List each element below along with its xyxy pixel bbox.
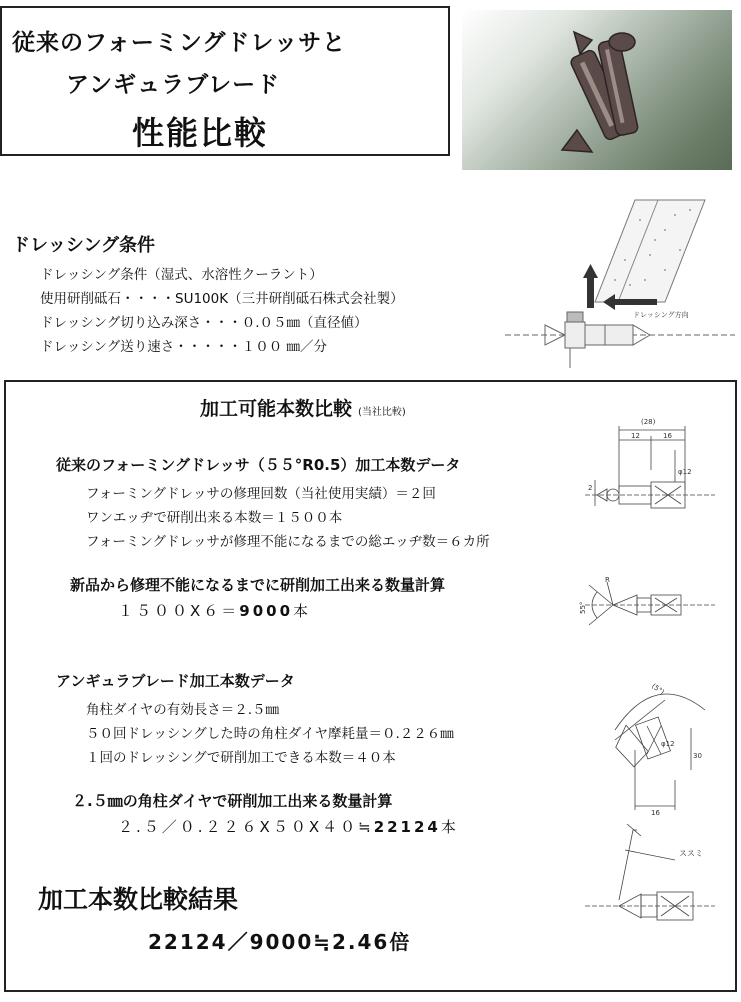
forming-calc-heading: 新品から修理不能になるまでに研削加工出来る数量計算 <box>70 576 446 594</box>
angular-calc-result: 22124 <box>373 818 441 836</box>
forming-calc-unit: 本 <box>293 602 312 620</box>
condition-line-3: ドレッシング切り込み深さ・・・０.０５㎜（直径値） <box>40 315 368 331</box>
dim-a-label: 12 <box>631 432 640 440</box>
forming-dresser-drawing <box>585 426 715 508</box>
dressing-direction-label: ドレッシング方向 <box>633 311 689 319</box>
radius-label: R <box>605 576 610 584</box>
angle-label: 55° <box>579 601 587 614</box>
forming-line-2: ワンエッヂで研削出来る本数＝１５００本 <box>86 510 343 526</box>
small-dim-label: 2 <box>588 484 593 492</box>
len-label: 30 <box>693 752 702 760</box>
angular-line-3: １回のドレッシングで研削加工できる本数＝４０本 <box>86 750 396 766</box>
angular-calc-unit: 本 <box>440 818 459 836</box>
result-value: 22124／9000≒2.46倍 <box>148 930 412 954</box>
product-photo <box>462 10 732 170</box>
dresser-tools-image <box>462 10 732 170</box>
conditions-heading: ドレッシング条件 <box>12 235 156 256</box>
dressing-direction-diagram <box>505 190 735 370</box>
angular-heading: アンギュラブレード加工本数データ <box>56 672 295 690</box>
condition-line-4: ドレッシング送り速さ・・・・・１００ ㎜／分 <box>40 339 328 355</box>
title-line-1: 従来のフォーミングドレッサと <box>12 30 347 56</box>
title-line-2: アンギュラブレード <box>66 72 281 98</box>
comparison-title <box>200 394 406 421</box>
feed-label: ススミ <box>679 849 703 858</box>
forming-line-1: フォーミングドレッサの修理回数（当社使用実績）＝２回 <box>86 486 436 502</box>
title-line-3: 性能比較 <box>132 114 269 152</box>
dim-c-label: 16 <box>651 809 660 817</box>
technical-drawings <box>575 410 730 950</box>
angular-line-2: ５０回ドレッシングした時の角柱ダイヤ摩耗量＝０.２２６㎜ <box>86 726 454 742</box>
forming-calc <box>118 600 311 621</box>
forming-heading: 従来のフォーミングドレッサ（５５°R0.5）加工本数データ <box>56 456 461 474</box>
angular-calc-heading: ２.５㎜の角柱ダイヤで研削加工出来る数量計算 <box>72 792 393 810</box>
dim-total-label: (28) <box>641 418 656 426</box>
dresser-tool-sketch <box>505 312 735 368</box>
result-heading: 加工本数比較結果 <box>38 885 239 914</box>
forming-line-3: フォーミングドレッサが修理不能になるまでの総エッヂ数＝６カ所 <box>86 534 490 550</box>
feed-drawing <box>585 824 715 920</box>
forming-calc-result: 9000 <box>239 602 294 620</box>
dim-b-label: 16 <box>663 432 672 440</box>
dia2-label: φ12 <box>661 740 675 748</box>
angle-drawing <box>585 582 715 625</box>
dia-label: φ12 <box>678 468 692 476</box>
comparison-title-note: (当社比較) <box>358 407 406 418</box>
angular-calc <box>118 816 459 837</box>
forming-calc-expr: １５００X６＝ <box>118 602 240 620</box>
comparison-title-text: 加工可能本数比較 <box>200 398 353 420</box>
condition-line-1: ドレッシング条件（湿式、水溶性クーラント） <box>40 267 323 283</box>
angular-blade-drawing <box>609 694 705 810</box>
angular-line-1: 角柱ダイヤの有効長さ＝２.５㎜ <box>86 702 280 718</box>
grinding-wheel <box>595 200 705 302</box>
condition-line-2: 使用研削砥石・・・・SU100K（三井研削砥石株式会社製） <box>40 291 404 307</box>
tilt-label: (5°) <box>650 682 666 697</box>
angular-calc-expr: ２.５／０.２２６X５０X４０≒ <box>118 818 374 836</box>
